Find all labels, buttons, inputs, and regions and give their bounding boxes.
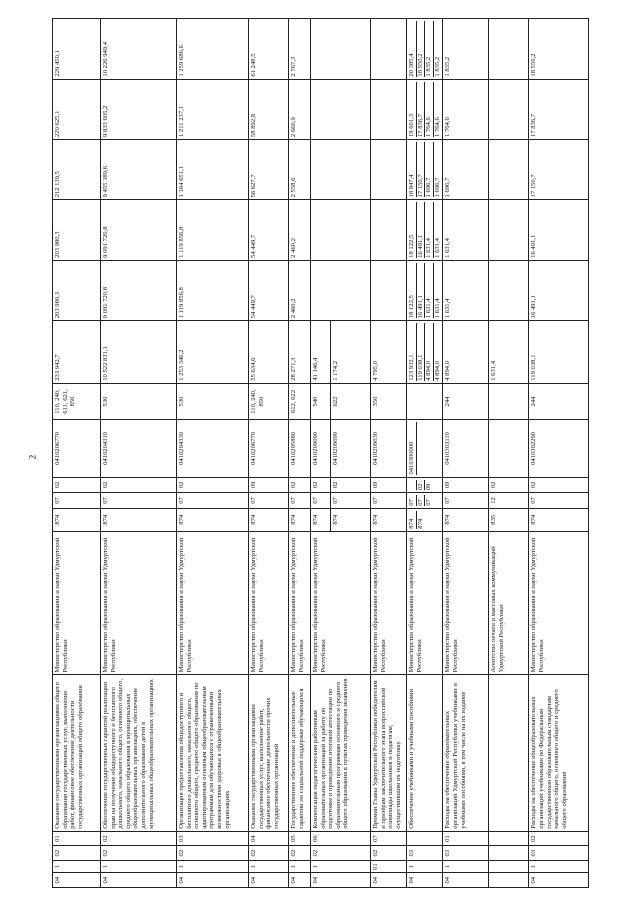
cell-admin: Министерство образования и науки Удмуртской Республики [177, 531, 249, 675]
cell-vr: 622 [331, 383, 371, 419]
cell-c1: 04 [101, 873, 177, 888]
table-row [529, 19, 589, 888]
cell-v5 [489, 79, 529, 139]
cell-csr: 0410302290 [529, 420, 589, 477]
cell-v5-line: 19 601,3 [408, 82, 417, 137]
table-row [289, 19, 311, 888]
cell-v4: 9 455 389,6 [101, 139, 177, 199]
cell-c3: 02 [101, 846, 177, 861]
cell-v4-line: 1 696,7 [433, 177, 441, 198]
cell-c3: 02 [249, 846, 289, 861]
cell-admin: Министерство образования и науки Удмуртской Республики [101, 531, 177, 675]
cell-vr: 244 [443, 383, 489, 419]
cell-csr: 0410209030 [371, 420, 407, 477]
cell-rz: 07 [53, 493, 101, 509]
cell-v5-line: 1 764,6 [433, 117, 441, 137]
cell-v3: 1 631,4 [443, 200, 489, 260]
cell-v5: 220 625,1 [53, 79, 101, 139]
cell-v3 [407, 200, 443, 260]
cell-rz: 07 [371, 493, 407, 509]
cell-csr: 0410209090 [331, 420, 371, 477]
table-row [407, 19, 443, 888]
cell-name [489, 675, 529, 831]
cell-vr: 530 [101, 383, 177, 419]
cell-pr: 02 [311, 477, 331, 493]
cell-csr [489, 420, 529, 477]
cell-c2: 01 [371, 860, 407, 873]
cell-v4-line: 1 696,7 [425, 142, 434, 197]
cell-csr: 0410209090 [311, 420, 331, 477]
cell-v6: 61 248,5 [249, 19, 289, 80]
cell-c4: 07 [371, 831, 407, 846]
cell-v6: 1 259 686,6 [177, 19, 249, 80]
cell-admin: Министерство образования и науки Удмуртской Республики [53, 531, 101, 675]
cell-c4: 03 [177, 831, 249, 846]
cell-c1: 04 [289, 873, 311, 888]
cell-admin: Министерство образования и науки Удмуртской Республики [311, 531, 371, 675]
table-row [101, 19, 177, 888]
cell-c2: 1 [177, 860, 249, 873]
cell-v3: 1 119 856,8 [177, 200, 249, 260]
cell-c2: 1 [529, 860, 589, 873]
cell-v4 [371, 139, 407, 199]
cell-name: Премии Главы Удмуртской Республики победителям и призёрам заключительного этапа всероссийской олимпиады школьников и педагогам, осуществившим их подготовку [371, 675, 407, 831]
cell-v5 [371, 79, 407, 139]
cell-c4: 06 [311, 831, 371, 846]
page-number: 2 [27, 454, 38, 460]
cell-v6: 1 835,2 [443, 19, 489, 80]
cell-c3 [489, 846, 529, 861]
cell-pr-line: 09 [425, 483, 433, 491]
cell-name: Обеспечение государственных гарантий реализации прав на получение общедоступного и бесплатного дошкольного, начального общего, основного общего, среднего общего образования в муниципальных общеобразовательных организациях, обеспечение дополнительного образования детей в муниципальных общеобразовательных организациях [101, 675, 177, 831]
cell-name: Оказание государственными организациями общего образования государственных услуг, выполнение работ, финансовое обеспечение деятельности государственных организаций общего образования [53, 675, 101, 831]
cell-pr: 02 [529, 477, 589, 493]
cell-vr: 350 [371, 383, 407, 419]
cell-c2: 1 [443, 860, 489, 873]
cell-v6 [489, 19, 529, 80]
cell-csr: 0410205880 [289, 420, 311, 477]
table-row [371, 19, 407, 888]
cell-csr: 0410206770 [249, 420, 289, 477]
cell-admin: Министерство образования и науки Удмуртской Республики [249, 531, 289, 675]
cell-c1: 04 [53, 873, 101, 888]
cell-pr [407, 477, 443, 493]
cell-v4 [489, 139, 529, 199]
cell-v3: 16 491,1 [529, 200, 589, 260]
cell-v3: 2 460,2 [289, 200, 311, 260]
cell-name: Расходы на обеспечение образовательных организаций Удмуртской Республики учебниками и учебными пособиями, в том числе на их издание [443, 675, 489, 831]
cell-rz-line: 07 [408, 495, 417, 506]
cell-v2: 54 449,7 [249, 260, 289, 320]
cell-v4 [407, 139, 443, 199]
cell-g [407, 508, 443, 531]
cell-rz: 12 [489, 493, 529, 509]
cell-vr: 540 [311, 383, 331, 419]
cell-v6-line: 1 835,2 [433, 56, 441, 77]
cell-c4 [489, 831, 529, 846]
cell-v1-line: 4 894,0 [433, 360, 441, 381]
cell-v1-line: 4 894,0 [425, 323, 434, 381]
cell-v4-line: 18 847,4 [408, 142, 417, 197]
table-row [177, 19, 249, 888]
cell-rz: 07 [101, 493, 177, 509]
cell-v6: 18 550,2 [529, 19, 589, 80]
cell-csr: 0410204310 [101, 420, 177, 477]
cell-v1: 233 942,7 [53, 321, 101, 384]
cell-rz: 07 [529, 493, 589, 509]
cell-v2-line: 1 631,4 [433, 298, 441, 319]
cell-vr: 110, 240, 611, 621, 850 [53, 383, 101, 419]
cell-c2: 1 [289, 860, 311, 873]
cell-v2: 16 491,1 [529, 260, 589, 320]
cell-csr-line: 0410300000 [408, 422, 417, 474]
cell-rz: 07 [331, 493, 371, 509]
cell-v1 [407, 321, 443, 384]
cell-v2-line: 18 122,5 [408, 263, 417, 318]
cell-name: Обеспечение учебниками и учебными пособиями [407, 675, 443, 831]
cell-v6-line: 1 835,2 [425, 21, 434, 77]
cell-g: 874 [101, 508, 177, 531]
cell-v1: 1 253 346,2 [177, 321, 249, 384]
cell-c2 [489, 860, 529, 873]
cell-v6 [311, 19, 371, 80]
cell-v1: 1 174,2 [331, 321, 371, 384]
cell-rz: 07 [289, 493, 311, 509]
cell-rz: 07 [443, 493, 489, 509]
cell-v5 [407, 79, 443, 139]
cell-g: 874 [311, 508, 331, 531]
cell-pr: 02 [177, 477, 249, 493]
cell-name: Государственное обеспечение и дополнительные гарантии по социальной поддержке обучающихся [289, 675, 311, 831]
cell-v5: 9 833 605,2 [101, 79, 177, 139]
cell-v4: 17 150,7 [529, 139, 589, 199]
budget-table [52, 18, 589, 888]
table-row [443, 19, 489, 888]
cell-v5: 1 764,6 [443, 79, 489, 139]
cell-v3-line: 1 631,4 [425, 202, 434, 257]
cell-c1: 04 [311, 873, 371, 888]
cell-v2: 9 091 720,8 [101, 260, 177, 320]
cell-c4: 01 [443, 831, 489, 846]
cell-c3: 02 [311, 846, 371, 861]
cell-c4: 02 [529, 831, 589, 846]
cell-v2 [311, 260, 371, 320]
cell-g: 874 [177, 508, 249, 531]
cell-v2: 1 631,4 [443, 260, 489, 320]
cell-c4 [407, 831, 443, 846]
cell-vr: 244 [529, 383, 589, 419]
cell-v1: 4 795,0 [371, 321, 407, 384]
cell-admin: Министерство образования и науки Удмуртской Республики [529, 531, 589, 675]
cell-g-line: 874 [408, 511, 417, 529]
table-row [311, 19, 331, 888]
cell-admin: Министерство образования и науки Удмуртской Республики [443, 531, 489, 675]
cell-v2: 2 460,2 [289, 260, 311, 320]
cell-v5: 58 892,8 [249, 79, 289, 139]
cell-v2: 203 980,3 [53, 260, 101, 320]
cell-c2: 1 [407, 860, 443, 873]
cell-name: Расходы на обеспечение общеобразовательных организаций учебниками по Федеральным государственным образовательным стандартам начального общего, основного общего и среднего общего образования [529, 675, 589, 831]
table-row [53, 19, 101, 888]
cell-g: 874 [249, 508, 289, 531]
cell-c1: 04 [529, 873, 589, 888]
cell-c4: 05 [289, 831, 311, 846]
cell-v2 [489, 260, 529, 320]
cell-v2 [371, 260, 407, 320]
cell-v5-line: 1 764,6 [425, 82, 434, 137]
cell-csr: 0410204330 [177, 420, 249, 477]
cell-vr: 530 [177, 383, 249, 419]
cell-c3: 03 [407, 846, 443, 861]
cell-rz: 07 [177, 493, 249, 509]
cell-pr: 09 [443, 477, 489, 493]
cell-csr-line [417, 422, 425, 474]
cell-g-line: 874 [416, 518, 424, 529]
cell-g: 874 [443, 508, 489, 531]
cell-c1: 04 [443, 873, 489, 888]
cell-v6: 10 226 949,4 [101, 19, 177, 80]
cell-rz [407, 493, 443, 509]
cell-name: Компенсация педагогическим работникам образовательных организаций за работу по подготовке и проведению итоговой аттестации по образовательным программам основного и среднего общего образования в пунктах проведения экзаменов [311, 675, 371, 831]
cell-c2: 1 [311, 860, 371, 873]
cell-c3: 03 [443, 846, 489, 861]
cell-vr [407, 383, 443, 419]
cell-c3: 02 [53, 846, 101, 861]
table-row [249, 19, 289, 888]
cell-v6: 229 450,1 [53, 19, 101, 80]
cell-v4: 56 627,7 [249, 139, 289, 199]
cell-v6: 2 767,3 [289, 19, 311, 80]
cell-v4: 1 164 651,1 [177, 139, 249, 199]
cell-rz-line: 07 [417, 495, 426, 506]
cell-v3-line: 1 631,4 [433, 238, 441, 258]
cell-v4: 2 558,6 [289, 139, 311, 199]
cell-name: Оказание государственными организациями государственных услуг, выполнение работ, финансовое обеспечение деятельности прочих государственных организаций [249, 675, 289, 831]
cell-v6-line: 18 550,2 [417, 21, 426, 77]
cell-v3-line: 18 122,5 [408, 202, 417, 257]
cell-v1: 4 894,0 [443, 321, 489, 384]
cell-c2: 1 [53, 860, 101, 873]
cell-admin: Министерство образования и науки Удмуртской Республики [289, 531, 311, 675]
cell-v3 [489, 200, 529, 260]
cell-c4: 04 [249, 831, 289, 846]
cell-v4 [311, 139, 371, 199]
cell-pr: 02 [53, 477, 101, 493]
cell-pr: 02 [101, 477, 177, 493]
cell-admin: Министерство образования и науки Удмуртской Республики [407, 531, 443, 675]
cell-v4: 212 139,5 [53, 139, 101, 199]
cell-v1: 41 146,4 [311, 321, 331, 384]
cell-rz: 07 [249, 493, 289, 509]
cell-v6 [407, 19, 443, 80]
cell-vr [489, 383, 529, 419]
cell-v3: 54 449,7 [249, 200, 289, 260]
cell-pr-line: 02 [417, 480, 426, 491]
cell-v1: 1 631,4 [489, 321, 529, 384]
cell-g: 874 [529, 508, 589, 531]
cell-pr: 02 [331, 477, 371, 493]
cell-vr: 612, 622 [289, 383, 311, 419]
cell-c1: 04 [371, 873, 407, 888]
cell-v2: 1 119 856,8 [177, 260, 249, 320]
cell-c2: 1 [249, 860, 289, 873]
cell-v5: 17 836,7 [529, 79, 589, 139]
cell-pr: 02 [289, 477, 311, 493]
cell-v3 [311, 200, 371, 260]
cell-v2-line: 1 631,4 [425, 263, 434, 318]
cell-c4: 02 [101, 831, 177, 846]
cell-v1: 119 038,1 [529, 321, 589, 384]
cell-g: 874 [53, 508, 101, 531]
cell-c1: 04 [407, 873, 443, 888]
cell-pr: 02 [489, 477, 529, 493]
cell-c3: 02 [371, 846, 407, 861]
cell-vr: 110, 240, 850 [249, 383, 289, 419]
cell-c2: 1 [101, 860, 177, 873]
cell-g: 874 [289, 508, 311, 531]
table-row [489, 19, 529, 888]
cell-admin: Министерство образования и науки Удмуртской Республики [371, 531, 407, 675]
cell-v5-line: 17 836,7 [417, 82, 426, 137]
cell-v3 [371, 200, 407, 260]
cell-v5: 2 660,9 [289, 79, 311, 139]
cell-g: 835 [489, 508, 529, 531]
rotated-table-container [52, 18, 612, 888]
cell-c4: 01 [53, 831, 101, 846]
cell-v5: 1 211 237,1 [177, 79, 249, 139]
cell-rz-line: 07 [425, 499, 433, 506]
cell-v6 [371, 19, 407, 80]
cell-v2-line: 16 491,1 [417, 263, 426, 318]
cell-v1: 10 522 831,1 [101, 321, 177, 384]
cell-c1: 04 [249, 873, 289, 888]
cell-csr [407, 420, 443, 477]
cell-v1: 55 634,6 [249, 321, 289, 384]
cell-v2 [407, 260, 443, 320]
cell-pr: 09 [371, 477, 407, 493]
cell-rz: 07 [311, 493, 331, 509]
cell-v1-line: 119 038,1 [417, 323, 426, 381]
cell-v4: 1 696,7 [443, 139, 489, 199]
cell-c3: 02 [177, 846, 249, 861]
cell-c1 [489, 873, 529, 888]
cell-g: 874 [371, 508, 407, 531]
cell-c3: 03 [529, 846, 589, 861]
cell-c3: 02 [289, 846, 311, 861]
cell-g: 874 [331, 508, 371, 531]
cell-pr-line [408, 480, 417, 491]
cell-pr: 09 [249, 477, 289, 493]
cell-name: Организация предоставления общедоступного и бесплатного дошкольного, начального общего, основного общего, среднего общего образования по адаптированным основным общеобразовательным программам для обучающихся с ограниченными возможностями здоровья в общеобразовательных организациях [177, 675, 249, 831]
cell-v3: 9 091 720,8 [101, 200, 177, 260]
cell-v1-line: 123 932,1 [408, 323, 417, 381]
cell-csr: 0410303110 [443, 420, 489, 477]
cell-v5 [311, 79, 371, 139]
cell-v6-line: 20 385,4 [408, 21, 417, 77]
cell-v3-line: 16 491,1 [417, 202, 426, 257]
cell-c1: 04 [177, 873, 249, 888]
cell-v1: 28 271,3 [289, 321, 311, 384]
cell-csr: 0410206770 [53, 420, 101, 477]
cell-admin: Агентство печати и массовых коммуникаций Удмуртской Республики [489, 531, 529, 675]
cell-v3: 203 980,3 [53, 200, 101, 260]
cell-v4-line: 17 150,7 [417, 142, 426, 197]
